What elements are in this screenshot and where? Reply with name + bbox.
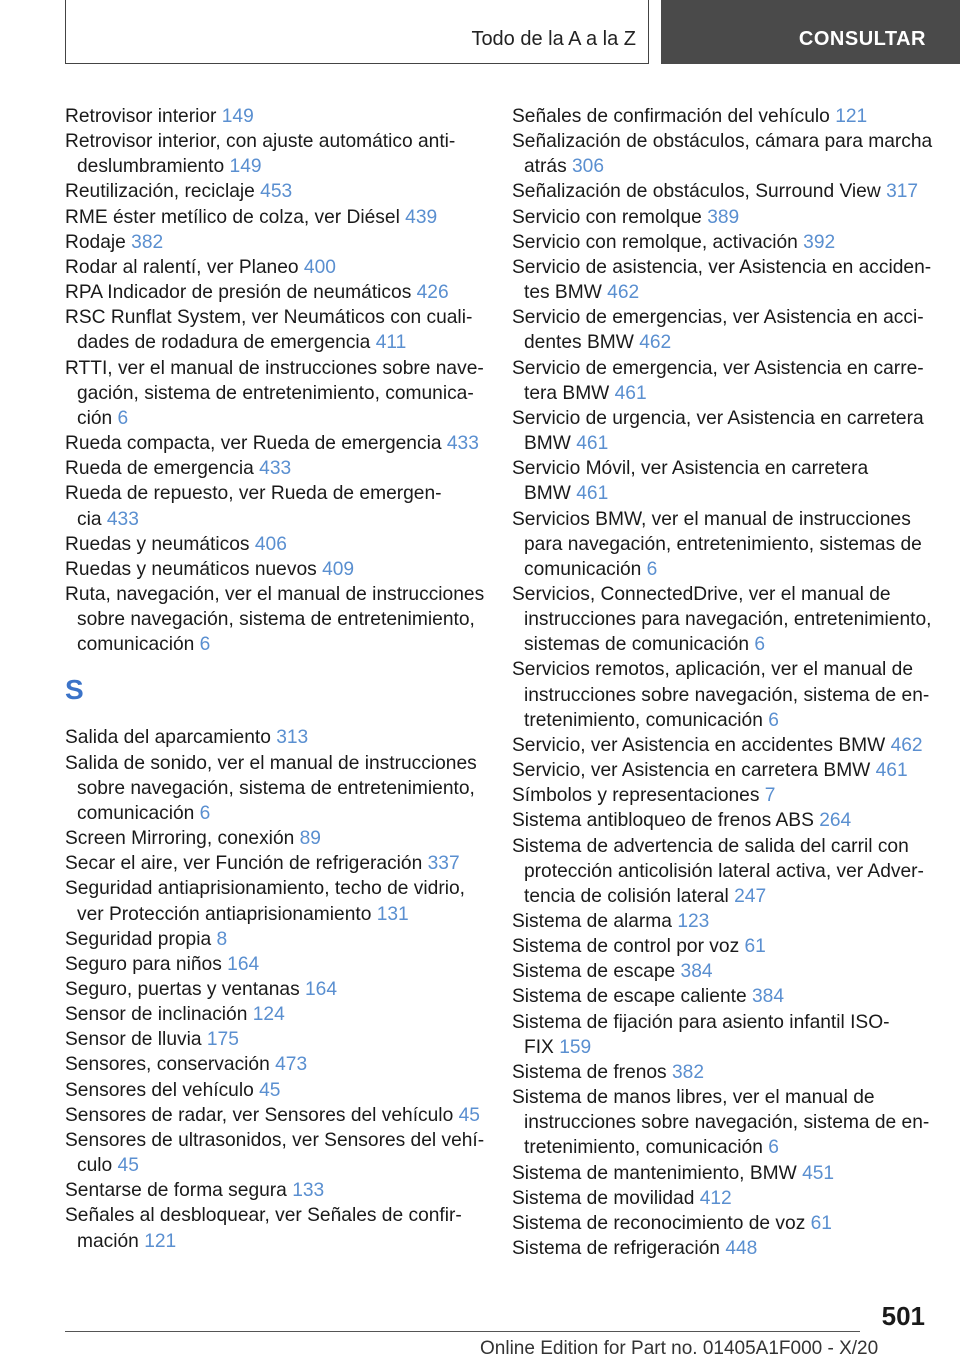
index-entry-text: Señales al desbloquear, ver Señales de confir- xyxy=(65,1205,462,1227)
index-entry xyxy=(65,557,485,582)
index-entry xyxy=(512,305,942,355)
index-entry xyxy=(65,927,485,952)
index-entry-text: Retrovisor interior, con ajuste automático anti- xyxy=(65,131,456,153)
index-entry-text: Sistema antibloqueo de frenos ABS xyxy=(512,810,814,832)
index-entry-text: instrucciones sobre navegación, sistema de en- xyxy=(524,1112,930,1134)
index-entry-text: comunicación xyxy=(77,634,195,656)
index-entry xyxy=(65,179,485,204)
index-entry-text: Sistema de movilidad xyxy=(512,1187,695,1209)
index-entry xyxy=(65,280,485,305)
index-entry-text: FIX xyxy=(524,1036,554,1058)
index-entry xyxy=(65,230,485,255)
index-entry-text: Sensores, conservación xyxy=(65,1054,270,1076)
index-entry xyxy=(65,532,485,557)
index-entry xyxy=(512,657,942,732)
index-entry-text: Seguridad propia xyxy=(65,928,212,950)
index-entry-text: Sistema de fijación para asiento infantil ISO- xyxy=(512,1011,890,1033)
page-reference-link[interactable]: 6 xyxy=(199,802,211,824)
index-entry-text: Sentarse de forma segura xyxy=(65,1180,287,1202)
index-entry xyxy=(512,808,942,833)
index-entry-text: sistemas de comunicación xyxy=(524,634,750,656)
index-entry xyxy=(512,909,942,934)
index-entry-text: sobre navegación, sistema de entretenimiento, xyxy=(77,777,475,799)
index-entry xyxy=(65,1128,485,1178)
index-entry-text: Screen Mirroring, conexión xyxy=(65,828,295,850)
index-entry xyxy=(65,1052,485,1077)
page-reference-link[interactable]: 121 xyxy=(144,1230,177,1252)
page-reference-link[interactable]: 149 xyxy=(221,106,254,127)
index-entry-text: dentes BMW xyxy=(524,332,634,354)
index-entry xyxy=(65,582,485,657)
index-entry xyxy=(65,481,485,531)
page-reference-link[interactable]: 409 xyxy=(322,558,355,580)
index-entry-text: tretenimiento, comunicación xyxy=(524,709,763,731)
page-reference-link[interactable]: 461 xyxy=(576,433,609,455)
index-entry xyxy=(512,1211,942,1236)
index-entry-text: RME éster metílico de colza, ver Diésel xyxy=(65,206,400,228)
page-reference-link[interactable]: 45 xyxy=(117,1155,139,1177)
page-reference-link[interactable]: 6 xyxy=(646,558,658,580)
index-entry-text: Ruedas y neumáticos xyxy=(65,533,250,555)
index-entry xyxy=(65,205,485,230)
index-entry-text: Rueda de emergencia xyxy=(65,458,254,480)
page-reference-link[interactable]: 133 xyxy=(292,1180,325,1202)
index-entry xyxy=(512,959,942,984)
index-entry-text: Sistema de refrigeración xyxy=(512,1238,720,1260)
index-entry xyxy=(512,783,942,808)
index-entry-text: Sistema de mantenimiento, BMW xyxy=(512,1162,797,1184)
page-number: 501 xyxy=(881,1301,925,1331)
index-entry-text: Servicio, ver Asistencia en carretera BMW xyxy=(512,760,871,782)
page-reference-link[interactable]: 164 xyxy=(305,979,338,1000)
page-reference-link[interactable]: 448 xyxy=(725,1238,758,1260)
page-reference-link[interactable]: 433 xyxy=(259,458,292,480)
index-entry-text: Rodar al ralentí, ver Planeo xyxy=(65,256,299,278)
index-entry-text: BMW xyxy=(524,433,571,455)
index-entry-text: Servicios BMW, ver el manual de instrucciones xyxy=(512,508,911,530)
page-reference-link[interactable]: 451 xyxy=(802,1162,835,1184)
index-entry xyxy=(65,356,485,431)
index-entry xyxy=(512,834,942,909)
index-entry-text: tretenimiento, comunicación xyxy=(524,1137,763,1159)
index-entry-text: Salida del aparcamiento xyxy=(65,727,271,749)
index-entry-text: Sistema de escape xyxy=(512,961,676,983)
page-reference-link[interactable]: 433 xyxy=(106,508,139,530)
page-reference-link[interactable]: 433 xyxy=(446,433,479,455)
index-entry-text: RSC Runflat System, ver Neumáticos con cuali- xyxy=(65,307,473,329)
index-entry-text: comunicación xyxy=(77,802,195,824)
index-entry-text: Ruta, navegación, ver el manual de instrucciones xyxy=(65,583,485,605)
index-entry xyxy=(512,205,942,230)
index-entry-text: tera BMW xyxy=(524,382,610,404)
index-entry xyxy=(65,876,485,926)
index-entry-text: Señalización de obstáculos, cámara para marcha xyxy=(512,131,933,153)
index-entry xyxy=(512,1060,942,1085)
index-entry xyxy=(65,456,485,481)
page-reference-link[interactable]: 175 xyxy=(206,1029,239,1051)
page-reference-link[interactable]: 123 xyxy=(677,911,710,932)
page-reference-link[interactable]: 45 xyxy=(458,1104,480,1126)
index-entry xyxy=(65,1078,485,1103)
index-entry xyxy=(65,977,485,1002)
page-reference-link[interactable]: 384 xyxy=(752,986,785,1008)
page-reference-link[interactable]: 306 xyxy=(572,156,605,178)
index-entry xyxy=(512,230,942,255)
page-reference-link[interactable]: 61 xyxy=(744,936,766,958)
page-reference-link[interactable]: 61 xyxy=(810,1212,832,1234)
index-entry-text: Servicio de emergencia, ver Asistencia en carre- xyxy=(512,357,924,379)
page-reference-link[interactable]: 384 xyxy=(680,961,713,983)
index-entry-text: Seguridad antiaprisionamiento, techo de vidrio, xyxy=(65,878,465,900)
page-reference-link[interactable]: 389 xyxy=(707,206,740,228)
section-tab-label: CONSULTAR xyxy=(798,28,926,50)
index-entry xyxy=(65,104,485,129)
page-reference-link[interactable]: 337 xyxy=(427,853,460,875)
page-reference-link[interactable]: 247 xyxy=(734,885,767,907)
index-entry-text: Servicio con remolque, activación xyxy=(512,231,798,253)
page-reference-link[interactable]: 317 xyxy=(886,181,919,203)
index-entry-text: Retrovisor interior xyxy=(65,106,217,127)
page-reference-link[interactable]: 6 xyxy=(754,634,766,656)
index-entry xyxy=(512,733,942,758)
index-entry-text: Sistema de manos libres, ver el manual de xyxy=(512,1087,875,1109)
page-reference-link[interactable]: 131 xyxy=(376,903,409,925)
index-entry-text: RTTI, ver el manual de instrucciones sobre nave- xyxy=(65,357,484,379)
index-entry-text: Rueda compacta, ver Rueda de emergencia xyxy=(65,433,442,455)
index-entry-text: Seguro para niños xyxy=(65,953,222,975)
index-entry xyxy=(512,406,942,456)
index-entry xyxy=(65,725,485,750)
index-entry-text: Señales de confirmación del vehículo xyxy=(512,106,830,127)
index-entry-text: gación, sistema de entretenimiento, comunica- xyxy=(77,382,474,404)
page-reference-link[interactable]: 124 xyxy=(252,1004,285,1026)
index-entry-text: Seguro, puertas y ventanas xyxy=(65,979,300,1000)
index-entry-text: mación xyxy=(77,1230,139,1252)
index-entry xyxy=(512,1186,942,1211)
page-reference-link[interactable]: 6 xyxy=(117,407,129,429)
page-reference-link[interactable]: 382 xyxy=(672,1061,705,1083)
index-entry-text: Señalización de obstáculos, Surround View xyxy=(512,181,881,203)
index-entry xyxy=(512,507,942,582)
index-entry xyxy=(65,952,485,977)
page-reference-link[interactable]: 89 xyxy=(299,828,321,850)
page-reference-link[interactable]: 412 xyxy=(699,1187,732,1209)
index-entry-text: Rodaje xyxy=(65,231,126,253)
index-entry xyxy=(65,826,485,851)
index-column-left xyxy=(65,104,485,1254)
index-entry-text: Servicio, ver Asistencia en accidentes BMW xyxy=(512,734,886,756)
index-entry-text: Servicio con remolque xyxy=(512,206,702,228)
page-reference-link[interactable]: 164 xyxy=(227,953,260,975)
index-entry-text: Servicio de emergencias, ver Asistencia en acci- xyxy=(512,307,924,329)
index-entry-text: dades de rodadura de emergencia xyxy=(77,332,371,354)
page-reference-link[interactable]: 6 xyxy=(768,709,779,731)
header-section-box xyxy=(65,0,649,64)
index-entry xyxy=(512,934,942,959)
index-entry xyxy=(65,851,485,876)
index-entry-text: Sistema de reconocimiento de voz xyxy=(512,1212,806,1234)
index-entry-text: deslumbramiento xyxy=(77,156,225,178)
index-entry xyxy=(512,984,942,1009)
index-entry-text: para navegación, entretenimiento, sistemas de xyxy=(524,533,922,555)
page-reference-link[interactable]: 462 xyxy=(890,734,923,756)
index-entry-text: Sistema de alarma xyxy=(512,911,672,932)
index-entry xyxy=(65,1178,485,1203)
page-reference-link[interactable]: 264 xyxy=(819,810,852,832)
index-entry-text: Símbolos y representaciones xyxy=(512,785,760,807)
page-reference-link[interactable]: 6 xyxy=(199,634,211,656)
index-entry-text: Sensor de lluvia xyxy=(65,1029,202,1051)
page-reference-link[interactable]: 462 xyxy=(639,332,672,354)
page-reference-link[interactable]: 149 xyxy=(229,156,262,178)
index-letter-heading: S xyxy=(65,674,84,706)
index-entry xyxy=(65,1103,485,1128)
index-entry xyxy=(512,582,942,657)
index-entry-text: tencia de colisión lateral xyxy=(524,885,729,907)
page-reference-link[interactable]: 313 xyxy=(276,727,309,749)
index-entry-text: Sensores del vehículo xyxy=(65,1079,254,1101)
footer-divider xyxy=(65,1331,860,1332)
index-entry xyxy=(65,1203,485,1253)
index-entry-text: Secar el aire, ver Función de refrigeración xyxy=(65,853,423,875)
index-entry xyxy=(65,129,485,179)
page-reference-link[interactable]: 439 xyxy=(405,206,438,228)
index-entry-text: Servicios, ConnectedDrive, ver el manual de xyxy=(512,583,891,605)
page-reference-link[interactable]: 400 xyxy=(303,256,336,278)
index-entry-text: instrucciones sobre navegación, sistema de en- xyxy=(524,684,930,706)
index-entry-text: tes BMW xyxy=(524,282,602,304)
index-entry-text: BMW xyxy=(524,483,571,505)
index-entry-text: Salida de sonido, ver el manual de instrucciones xyxy=(65,752,477,774)
page-reference-link[interactable]: 426 xyxy=(416,282,449,304)
page-reference-link[interactable]: 121 xyxy=(835,106,868,127)
index-entry-text: protección anticolisión lateral activa, ver Adver- xyxy=(524,860,924,882)
page-reference-link[interactable]: 406 xyxy=(254,533,287,555)
index-entry-text: RPA Indicador de presión de neumáticos xyxy=(65,282,412,304)
page-reference-link[interactable]: 159 xyxy=(559,1036,592,1058)
index-entry xyxy=(512,179,942,204)
page-reference-link[interactable]: 461 xyxy=(576,483,609,505)
index-entry-text: Servicio de urgencia, ver Asistencia en carretera xyxy=(512,407,924,429)
page-reference-link[interactable]: 462 xyxy=(607,282,640,304)
page-reference-link[interactable]: 45 xyxy=(259,1079,281,1101)
header-section-tab[interactable] xyxy=(661,0,960,64)
index-entry xyxy=(512,1010,942,1060)
footer-edition-text: Online Edition for Part no. 01405A1F000 - X/20 xyxy=(480,1338,879,1359)
index-entry-text: Sistema de frenos xyxy=(512,1061,667,1083)
index-entry-text: atrás xyxy=(524,156,567,178)
index-entry-text: Sensor de inclinación xyxy=(65,1004,248,1026)
index-entry xyxy=(65,1027,485,1052)
page-reference-link[interactable]: 453 xyxy=(260,181,293,203)
page-reference-link[interactable]: 6 xyxy=(768,1137,779,1159)
index-entry xyxy=(512,1085,942,1160)
index-entry xyxy=(512,1236,942,1261)
index-entry xyxy=(512,456,942,506)
index-entry xyxy=(512,758,942,783)
index-entry-text: Sistema de advertencia de salida del carril con xyxy=(512,835,909,857)
section-title: Todo de la A a la Z xyxy=(471,28,636,50)
index-entry xyxy=(512,255,942,305)
page-reference-link[interactable]: 392 xyxy=(803,231,836,253)
index-entry xyxy=(65,431,485,456)
index-entry-text: comunicación xyxy=(524,558,642,580)
index-entry-text: Sensores de radar, ver Sensores del vehículo xyxy=(65,1104,454,1126)
index-entry xyxy=(65,1002,485,1027)
index-entry-text: Servicios remotos, aplicación, ver el manual de xyxy=(512,659,913,681)
page-reference-link[interactable]: 411 xyxy=(375,332,407,354)
index-entry xyxy=(512,356,942,406)
index-entry-text: ción xyxy=(77,407,113,429)
index-entry xyxy=(512,104,942,129)
index-entry-text: Servicio Móvil, ver Asistencia en carretera xyxy=(512,458,869,480)
index-entry-text: Reutilización, reciclaje xyxy=(65,181,255,203)
index-entry-text: cia xyxy=(77,508,102,530)
page-reference-link[interactable]: 473 xyxy=(275,1054,308,1076)
page-reference-link[interactable]: 461 xyxy=(875,760,908,782)
page-reference-link[interactable]: 382 xyxy=(131,231,164,253)
index-entry xyxy=(512,129,942,179)
index-entry-text: instrucciones para navegación, entretenimiento, xyxy=(524,609,932,631)
index-entry-text: Sistema de control por voz xyxy=(512,936,740,958)
index-entry xyxy=(65,255,485,280)
index-entry-text: Ruedas y neumáticos nuevos xyxy=(65,558,317,580)
page-reference-link[interactable]: 7 xyxy=(764,785,776,807)
page-reference-link[interactable]: 461 xyxy=(614,382,647,404)
index-entry-text: Sensores de ultrasonidos, ver Sensores del vehí- xyxy=(65,1129,485,1151)
index-entry-text: culo xyxy=(77,1155,113,1177)
index-entry xyxy=(65,751,485,826)
index-entry-text: ver Protección antiaprisionamiento xyxy=(77,903,372,925)
index-entry-text: Servicio de asistencia, ver Asistencia en acciden- xyxy=(512,256,932,278)
index-entry-text: sobre navegación, sistema de entretenimiento, xyxy=(77,609,475,631)
page-reference-link[interactable]: 8 xyxy=(216,928,228,950)
index-entry-text: Rueda de repuesto, ver Rueda de emergen- xyxy=(65,483,442,505)
index-entry-text: Sistema de escape caliente xyxy=(512,986,747,1008)
index-column-right xyxy=(512,104,942,1261)
index-entry xyxy=(512,1161,942,1186)
index-entry xyxy=(65,305,485,355)
